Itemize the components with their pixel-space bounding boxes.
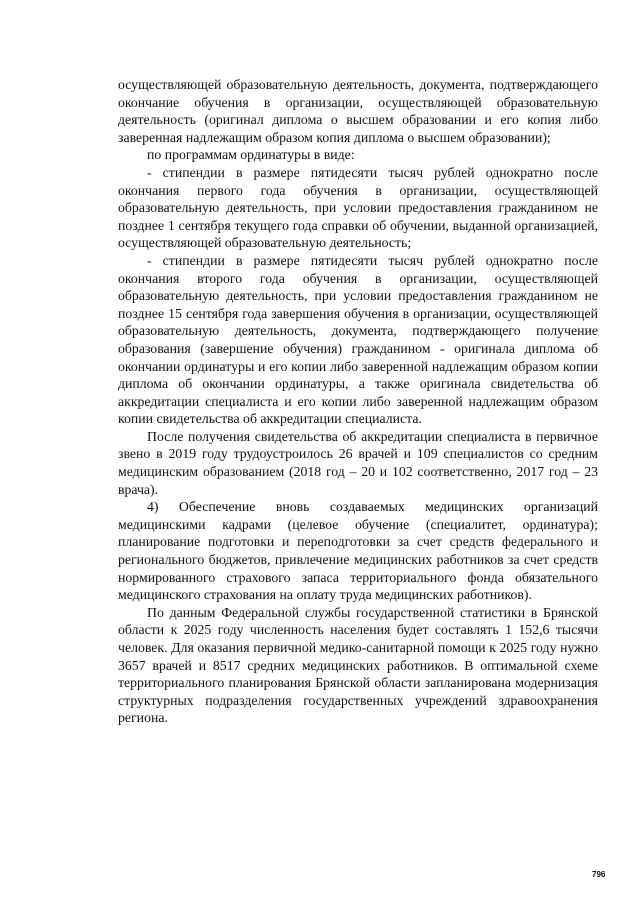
document-body [118, 76, 598, 727]
paragraph-7: По данным Федеральной службы государственной статистики в Брянской области к 2025 году численность населения будет составлять 1 152,6 тысячи человек. Для оказания первичной медико-санитарной помощи к 2025 году нужно 3657 врачей и 8517 средних медицинских работников. В оптимальной схеме территориального планирования Брянской области запланирована модернизация структурных подразделения государственных учреждений здравоохранения региона. [118, 604, 598, 726]
paragraph-6: 4) Обеспечение вновь создаваемых медицинских организаций медицинскими кадрами (целевое обучение (специалитет, ординатура); планирование подготовки и переподготовки за счет средств федерального и регионального бюджетов, привлечение медицинских работников за счет средств нормированного страхового запаса территориального фонда обязательного медицинского страхования на оплату труда медицинских работников). [118, 499, 598, 603]
paragraph-2: по программам ординатуры в виде: [147, 147, 355, 163]
paragraph-1: осуществляющей образовательную деятельность, документа, подтверждающего окончание обучения в организации, осуществляющей образовательную деятельность (оригинал диплома о высшем образовании и его копия либо заверенная надлежащим образом копия диплома о высшем образовании); [118, 77, 598, 145]
paragraph-5: После получения свидетельства об аккредитации специалиста в первичное звено в 2019 году трудоустроилось 26 врачей и 109 специалистов со средним медицинским образованием (2018 год – 20 и 102 соответственно, 2017 год – 23 врача). [118, 428, 598, 497]
paragraph-4: - стипендии в размере пятидесяти тысяч рублей однократно после окончания второго года обучения в организации, осуществляющей образовательную деятельность, при условии предоставления гражданином не позднее 15 сентября года завершения обучения в организации, осуществляющей образовательную деятельность, документа, подтверждающего получение образования (завершение обучения) гражданином - оригинала диплома об окончании ординатуры и его копии либо заверенной надлежащим образом копии диплома об окончании ординатуры, а также оригинала свидетельства об аккредитации специалиста и его копии либо заверенной надлежащим образом копии свидетельства об аккредитации специалиста. [118, 252, 598, 427]
paragraph-3: - стипендии в размере пятидесяти тысяч рублей однократно после окончания первого года обучения в организации, осуществляющей образовательную деятельность, при условии предоставления гражданином не позднее 1 сентября текущего года справки об обучении, выданной организацией, осуществляющей образовательную деятельность; [118, 164, 598, 251]
page-number: 796 [592, 870, 606, 879]
